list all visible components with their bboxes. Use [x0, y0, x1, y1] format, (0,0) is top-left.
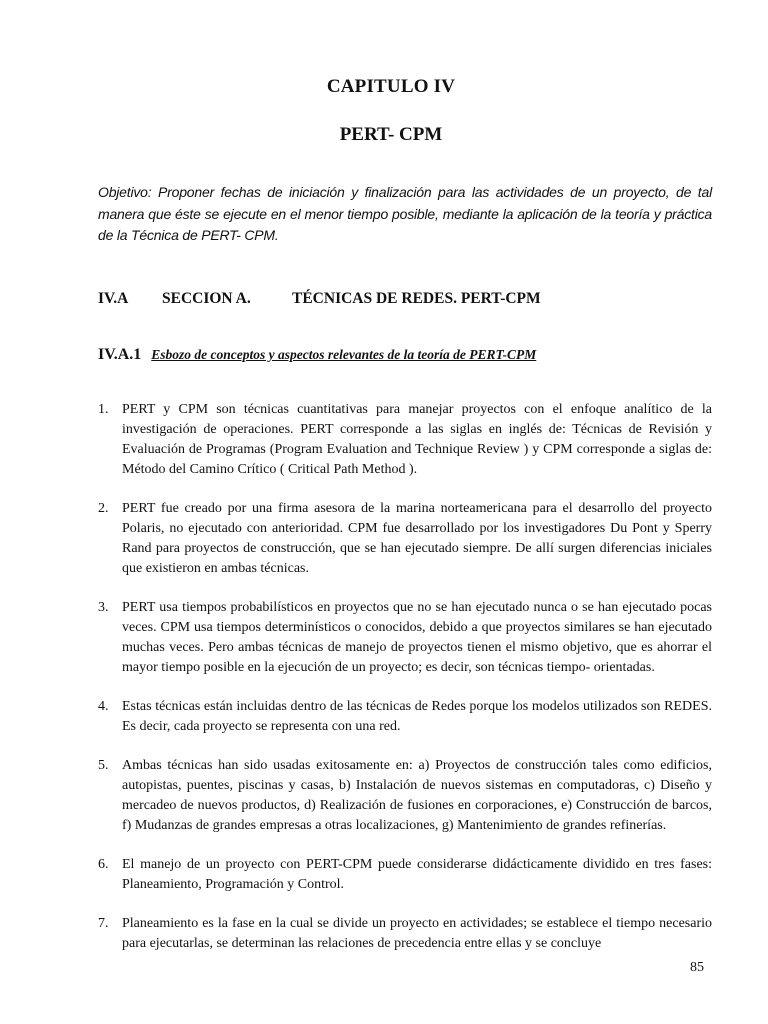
list-item-text: Estas técnicas están incluidas dentro de las técnicas de Redes porque los modelos utilizados son REDES. Es decir, cada proyecto se representa con una red. — [122, 699, 712, 734]
numbered-list — [98, 400, 712, 973]
list-item — [98, 855, 712, 895]
chapter-title: CAPITULO IV — [326, 76, 456, 97]
section-label: SECCION A. — [162, 290, 251, 307]
list-item-number: 6. — [98, 857, 109, 872]
list-item-text: PERT y CPM son técnicas cuantitativas para manejar proyectos con el enfoque analítico de la investigación de operaciones. PERT corresponde a las siglas en inglés de: Técnicas de Revisión y Evaluación de Programas (Program Evaluation and Technique Review ) y CPM corresponde a siglas de: Método del Camino Crítico ( Critical Path Method ). — [122, 402, 712, 477]
list-item-text: El manejo de un proyecto con PERT-CPM puede considerarse didácticamente dividido en tres fases: Planeamiento, Programación y Control. — [122, 857, 712, 892]
list-item-text: Planeamiento es la fase en la cual se divide un proyecto en actividades; se establece el tiempo necesario para ejecutarlas, se determinan las relaciones de precedencia entre ellas y se concluye — [122, 916, 712, 951]
list-item-number: 3. — [98, 600, 109, 615]
page-number: 85 — [690, 960, 704, 975]
list-item-text: PERT usa tiempos probabilísticos en proyectos que no se han ejecutado nunca o se han ejecutado pocas veces. CPM usa tiempos determinísticos o conocidos, debido a que proyectos similares se han ejecutado muchas veces. Pero ambas técnicas de manejo de proyectos tienen el mismo objetivo, que es ahorrar el mayor tiempo posible en la ejecución de un proyecto; es decir, son técnicas tiempo- orientadas. — [122, 600, 712, 675]
list-item-text: PERT fue creado por una firma asesora de la marina norteamericana para el desarrollo del proyecto Polaris, no ejecutado con anterioridad. CPM fue desarrollado por los investigadores Du Pont y Sperry Rand para proyectos de construcción, que se han ejecutado siempre. De allí surgen diferencias iniciales que existieron en ambas técnicas. — [122, 501, 712, 576]
list-item — [98, 756, 712, 836]
section-title: TÉCNICAS DE REDES. PERT-CPM — [292, 290, 541, 307]
list-item — [98, 598, 712, 678]
list-item — [98, 400, 712, 480]
list-item-number: 1. — [98, 402, 109, 417]
subsection-heading — [98, 346, 536, 364]
list-item-number: 2. — [98, 501, 109, 516]
list-item-text: Ambas técnicas han sido usadas exitosamente en: a) Proyectos de construcción tales como edificios, autopistas, puentes, piscinas y casas, b) Instalación de nuevos sistemas en computadoras, c) Diseño y mercadeo de nuevos productos, d) Realización de fusiones en corporaciones, e) Construcción de barcos, f) Mudanzas de grandes empresas a otras localizaciones, g) Mantenimiento de grandes refinerías. — [122, 758, 712, 833]
subsection-title: Esbozo de conceptos y aspectos relevantes de la teoría de PERT-CPM — [151, 347, 537, 362]
list-item-number: 5. — [98, 758, 109, 773]
list-item-number: 4. — [98, 699, 109, 714]
objective-paragraph: Objetivo: Proponer fechas de iniciación y finalización para las actividades de un proyecto, de tal manera que éste se ejecute en el menor tiempo posible, mediante la aplicación de la teoría y práctica de la Técnica de PERT- CPM. — [98, 184, 712, 243]
section-code: IV.A — [98, 290, 129, 307]
list-item — [98, 697, 712, 737]
list-item — [98, 914, 712, 954]
list-item-number: 7. — [98, 916, 109, 931]
list-item — [98, 499, 712, 579]
subsection-code: IV.A.1 — [98, 346, 142, 363]
subject-title: PERT- CPM — [339, 124, 443, 145]
